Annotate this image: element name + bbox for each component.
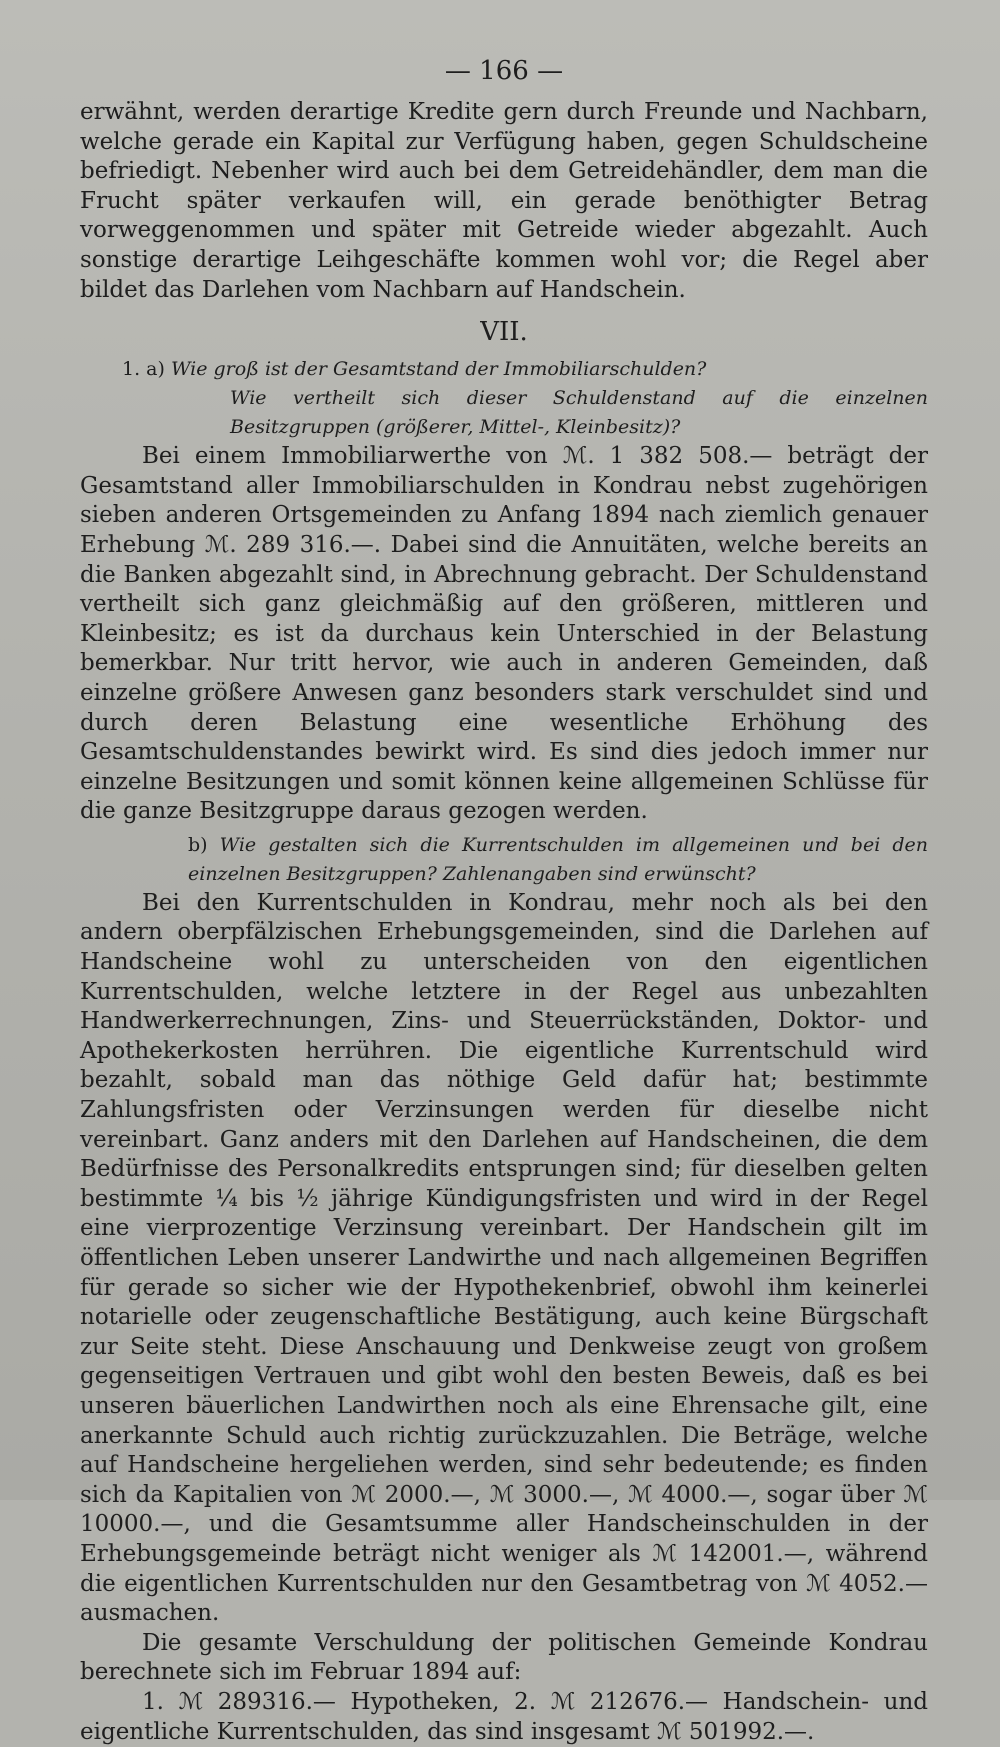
answer-b: Bei den Kurrentschulden in Kondrau, mehr noch als bei den andern oberpfälzischen Erhebungsgemeinden, sind die Darlehen auf Handscheine wohl zu unterscheiden von den eigentlichen Kurrentschulden, welche letztere in der Regel aus unbezahlten Handwerkerrechnungen, Zins- und Steuerrückständen, Doktor- und Apothekerkosten herrühren. Die eigentliche Kurrentschuld wird bezahlt, sobald man das nöthige Geld dafür hat; bestimmte Zahlungsfristen oder Verzinsungen werden für dieselbe nicht vereinbart. Ganz anders mit den Darlehen auf Handscheinen, die dem Bedürfnisse des Personalkredits entsprungen sind; für dieselben gelten bestimmte ¼ bis ½ jährige Kündigungsfristen und wird in der Regel eine vierprozentige Verzinsung vereinbart. Der Handschein gilt im öffentlichen Leben unserer Landwirthe und nach allgemeinen Begriffen für gerade so sicher wie der Hypothekenbrief, obwohl ihm keinerlei notarielle oder zeugenschaftliche Bestätigung, auch keine Bürgschaft zur Seite steht. Diese Anschauung und Denkweise zeugt von großem gegenseitigen Vertrauen und gibt wohl den besten Beweis, daß es bei unseren bäuerlichen Landwirthen noch als eine Ehrensache gilt, eine anerkannte Schuld auch richtig zurückzuzahlen. Die Beträge, welche auf Handscheine hergeliehen werden, sind sehr bedeutende; es finden sich da Kapitalien von ℳ 2000.—, ℳ 3000.—, ℳ 4000.—, sogar über ℳ 10000.—, und die Gesamtsumme aller Handscheinschulden in der Erhebungsgemeinde beträgt nicht weniger als ℳ 142001.—, während die eigentlichen Kurrentschulden nur den Gesamtbetrag von ℳ 4052.— ausmachen. — [80, 889, 928, 1627]
question-1a — [80, 355, 928, 384]
question-1a-line1: Wie groß ist der Gesamtstand der Immobiliarschulden? — [170, 358, 707, 381]
question-1a-marker: 1. a) — [122, 358, 165, 381]
question-b-marker: b) — [188, 833, 208, 856]
total-summary: 1. ℳ 289316.— Hypotheken, 2. ℳ 212676.— Handschein- und eigentliche Kurrentschulden, das sind insgesamt ℳ 501992.—. — [80, 1688, 928, 1745]
question-b — [80, 831, 928, 889]
answer-1a: Bei einem Immobiliarwerthe von ℳ. 1 382 508.— beträgt der Gesamtstand aller Immobiliarschulden in Kondrau nebst zugehörigen sieben anderen Ortsgemeinden zu Anfang 1894 nach ziemlich genauer Erhebung ℳ. 289 316.—. Dabei sind die Annuitäten, welche bereits an die Banken abgezahlt sind, in Abrechnung gebracht. Der Schuldenstand vertheilt sich ganz gleichmäßig auf den größeren, mittleren und Kleinbesitz; es ist da durchaus kein Unterschied in der Belastung bemerkbar. Nur tritt hervor, wie auch in anderen Gemeinden, daß einzelne größere Anwesen ganz besonders stark verschuldet sind und durch deren Belastung eine wesentliche Erhöhung des Gesamtschuldenstandes bewirkt wird. Es sind dies jedoch immer nur einzelne Besitzungen und somit können keine allgemeinen Schlüsse für die ganze Besitzgruppe daraus gezogen werden. — [80, 443, 928, 825]
question-b-text: Wie gestalten sich die Kurrentschulden im allgemeinen und bei den einzelnen Besitzgruppen? Zahlenangaben sind erwünscht? — [188, 833, 928, 885]
page-number: — 166 — — [444, 56, 564, 86]
intro-paragraph: erwähnt, werden derartige Kredite gern durch Freunde und Nachbarn, welche gerade ein Kapital zur Verfügung haben, gegen Schuldscheine befriedigt. Nebenher wird auch bei dem Getreidehändler, dem man die Frucht später verkaufen will, ein gerade benöthigter Betrag vorweggenommen und später mit Getreide wieder abgezahlt. Auch sonstige derartige Leihgeschäfte kommen wohl vor; die Regel aber bildet das Darlehen vom Nachbarn auf Handschein. — [80, 99, 928, 303]
section-heading: VII. — [480, 317, 528, 348]
total-intro: Die gesamte Verschuldung der politischen Gemeinde Kondrau berechnete sich im Februar 1894 auf: — [80, 1629, 928, 1686]
question-1a-continuation: Wie vertheilt sich dieser Schuldenstand auf die einzelnen Besitzgruppen (größerer, Mittel-, Kleinbesitz)? — [230, 387, 928, 439]
